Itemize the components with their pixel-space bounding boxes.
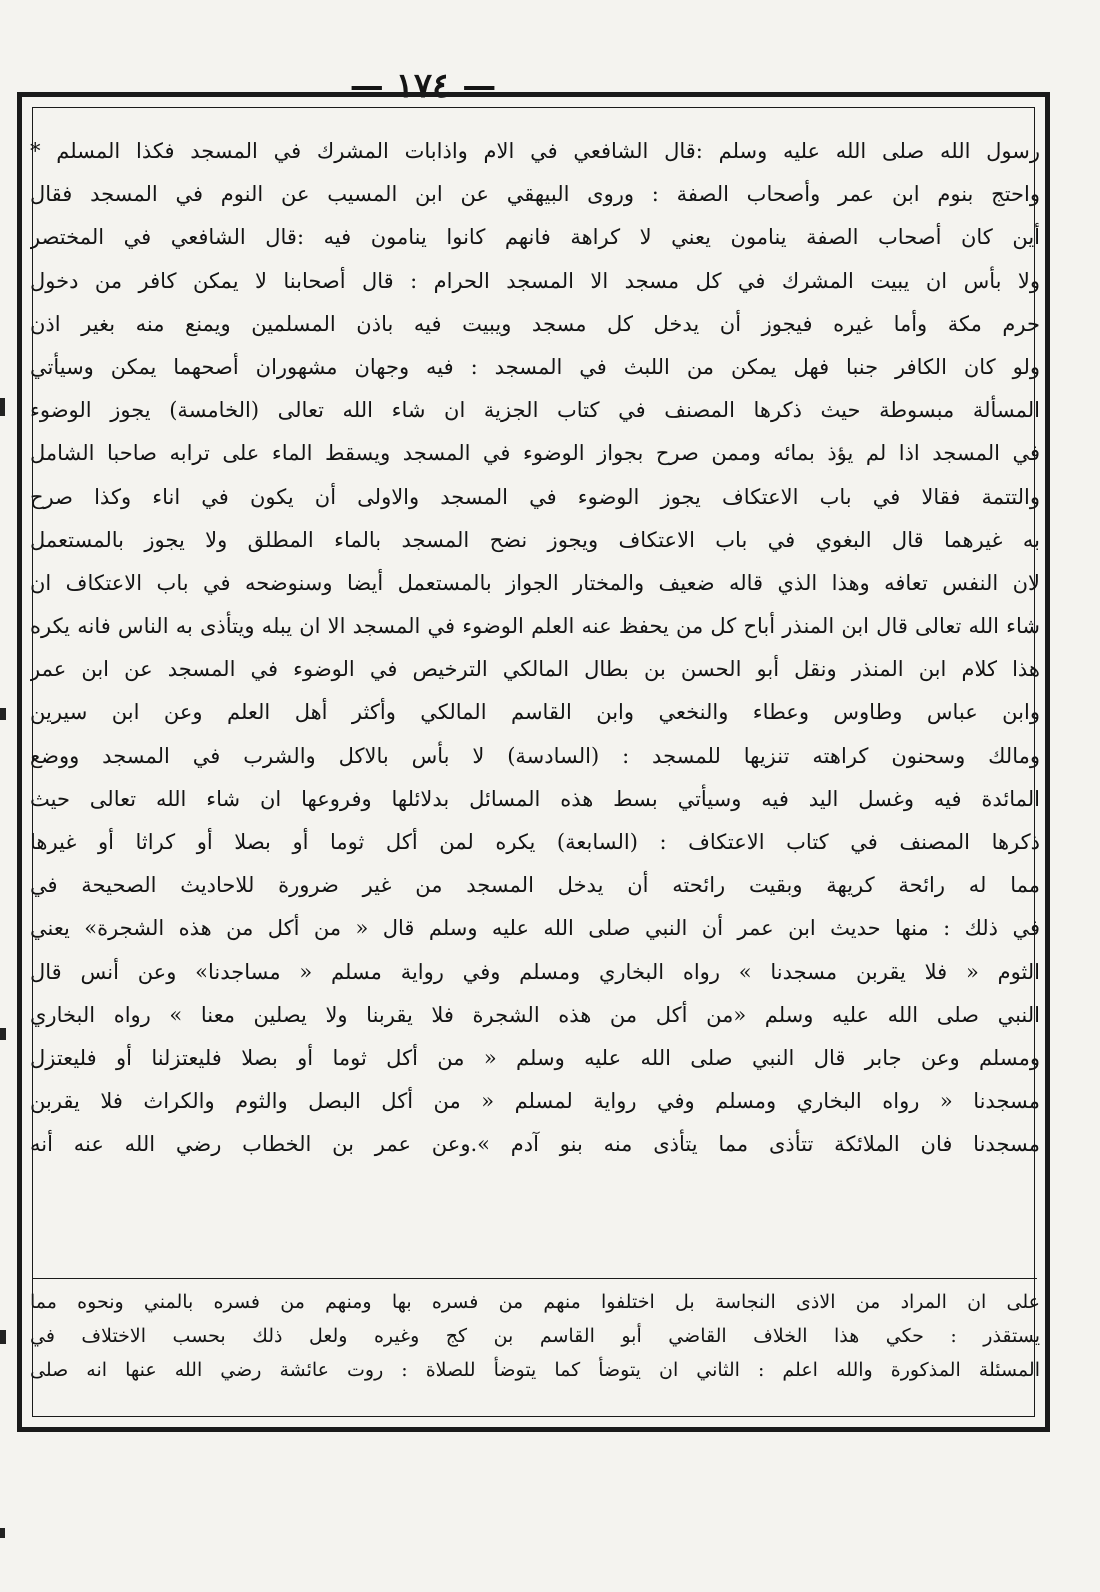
- main-line: مما له رائحة كريهة وبقيت رائحته أن يدخل المسجد من غير ضرورة للاحاديث الصحيحة في: [30, 873, 1040, 898]
- main-line: به غيرهما قال البغوي في باب الاعتكاف ويجوز نضح المسجد بالماء المطلق ولا يجوز بالمستعمل: [30, 527, 1040, 552]
- main-line: المسألة مبسوطة حيث ذكرها المصنف في كتاب الجزية ان شاء الله تعالى (الخامسة) يجوز الوضوء: [30, 398, 1040, 423]
- main-line: رسول الله صلى الله عليه وسلم :قال الشافعي في الام واذابات المشرك في المسجد فكذا المسلم *: [30, 139, 1040, 163]
- footnote-block: [30, 1285, 1040, 1387]
- main-line: والتتمة فقالا في باب الاعتكاف يجوز الوضوء في المسجد والاولى أن يكون في اناء وكذا صرح: [30, 484, 1040, 509]
- main-line: الثوم « فلا يقربن مسجدنا » رواه البخاري ومسلم وفي رواية مسلم « مساجدنا» وعن أنس قال: [30, 959, 1040, 984]
- main-line: وابن عباس وطاوس وعطاء والنخعي وابن القاسم المالكي وأكثر أهل العلم وعن ابن سيرين: [30, 700, 1040, 725]
- main-line: لان النفس تعافه وهذا الذي قاله ضعيف والمختار الجواز بالمستعمل أيضا وسنوضحه في باب الاعتكاف ان: [30, 570, 1040, 595]
- main-line: مسجدنا فان الملائكة تتأذى مما يتأذى منه بنو آدم ».وعن عمر بن الخطاب رضي الله عنه أنه: [30, 1132, 1040, 1157]
- main-line: في المسجد اذا لم يؤذ بمائه وممن صرح بجواز الوضوء في المسجد ويسقط الماء على ترابه صاحبا الشامل: [30, 441, 1040, 466]
- main-line: ذكرها المصنف في كتاب الاعتكاف : (السابعة) يكره لمن أكل ثوما أو بصلا أو كراثا أو غيرها: [30, 830, 1040, 854]
- main-line: أين كان أصحاب الصفة ينامون يعني لا كراهة فانهم كانوا ينامون فيه :قال الشافعي في المختصر: [30, 225, 1040, 250]
- main-text-block: [30, 130, 1040, 1167]
- footnote-line: المسئلة المذكورة والله اعلم : الثاني ان يتوضأ كما يتوضأ للصلاة : روت عائشة رضي الله عنها انه صلى: [30, 1359, 1040, 1381]
- main-line: النبي صلى الله عليه وسلم «من أكل من هذه الشجرة فلا يقربنا ولا يصلين معنا » رواه البخاري: [30, 1002, 1040, 1027]
- page-number: — ١٧٤ —: [349, 66, 497, 106]
- footnote-line: يستقذر : حكي هذا الخلاف القاضي أبو القاسم بن كج وغيره ولعل ذلك بحسب الاختلاف في: [30, 1325, 1040, 1347]
- main-line: شاء الله تعالى قال ابن المنذر أباح كل من يحفظ عنه العلم الوضوء في المسجد الا ان يبله ويتأذى به الناس فانه يكره: [30, 614, 1040, 639]
- main-line: المائدة فيه وغسل اليد فيه وسيأتي بسط هذه المسائل بدلائلها وفروعها ان شاء الله تعالى حيث: [30, 786, 1040, 811]
- margin-mark: [0, 708, 6, 720]
- footnote-divider: [33, 1278, 1037, 1279]
- margin-mark: [0, 398, 5, 416]
- main-line: ولو كان الكافر جنبا فهل يمكن من اللبث في المسجد : فيه وجهان مشهوران أصحهما يمكن وسيأتي: [30, 354, 1040, 379]
- footnote-line: على ان المراد من الاذى النجاسة بل اختلفوا منهم من فسره بها ومنهم من فسره بالمني ونحوه مما: [30, 1291, 1040, 1313]
- main-line: في ذلك : منها حديث ابن عمر أن النبي صلى الله عليه وسلم قال « من أكل من هذه الشجرة» يعني: [30, 916, 1040, 941]
- margin-mark: [0, 1330, 6, 1344]
- margin-mark: [0, 1028, 6, 1040]
- margin-mark: [0, 1528, 5, 1538]
- main-line: ولا بأس ان يبيت المشرك في كل مسجد الا المسجد الحرام : قال أصحابنا لا يمكن كافر من دخول: [30, 268, 1040, 293]
- main-line: حرم مكة وأما غيره فيجوز أن يدخل كل مسجد ويبيت فيه باذن المسلمين ويمنع منه بغير اذن: [30, 311, 1040, 336]
- main-line: ومالك وسحنون كراهته تنزيها للمسجد : (السادسة) لا بأس بالاكل والشرب في المسجد ووضع: [30, 743, 1040, 768]
- main-line: ومسلم وعن جابر قال النبي صلى الله عليه وسلم « من أكل ثوما أو بصلا فليعتزلنا أو فليعتزل: [30, 1045, 1040, 1070]
- main-line: هذا كلام ابن المنذر ونقل أبو الحسن بن بطال المالكي الترخيص في الوضوء في المسجد عن ابن عمر: [30, 657, 1040, 682]
- main-line: مسجدنا « رواه البخاري ومسلم وفي رواية لمسلم « من أكل البصل والثوم والكراث فلا يقربن: [30, 1089, 1040, 1114]
- main-line: واحتج بنوم ابن عمر وأصحاب الصفة : وروى البيهقي عن ابن المسيب عن النوم في المسجد فقال: [30, 182, 1040, 207]
